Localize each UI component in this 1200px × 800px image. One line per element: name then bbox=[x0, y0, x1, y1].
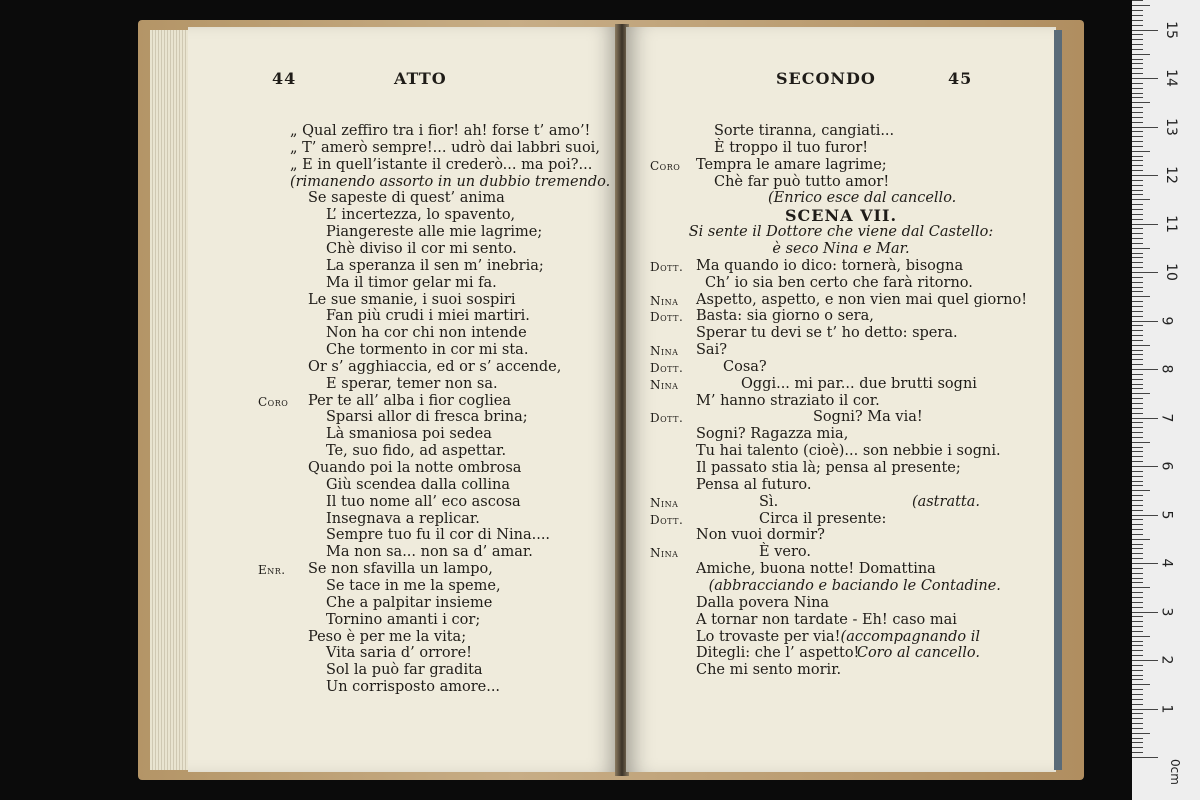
ruler-unit: 0cm bbox=[1167, 759, 1182, 785]
verse-line: Che mi sento morir. bbox=[696, 662, 842, 679]
ruler-tick bbox=[1132, 180, 1143, 181]
ruler-tick bbox=[1132, 505, 1143, 506]
ruler-tick bbox=[1132, 432, 1143, 433]
ruler-tick bbox=[1132, 364, 1143, 365]
ruler-tick bbox=[1132, 243, 1143, 244]
ruler-tick bbox=[1132, 233, 1143, 234]
ruler-tick bbox=[1132, 578, 1143, 579]
ruler-tick bbox=[1132, 757, 1158, 758]
verse-line: Sai? bbox=[696, 342, 727, 359]
speaker-label: Coro bbox=[650, 158, 681, 173]
stage-direction: (accompagnando il bbox=[840, 628, 980, 645]
verse-line: Sparsi allor di fresca brina; bbox=[326, 409, 528, 426]
ruler-tick bbox=[1132, 44, 1143, 45]
ruler-number: 5 bbox=[1158, 510, 1175, 519]
verse-line: Sogni? Ma via! bbox=[813, 409, 923, 426]
ruler-tick bbox=[1132, 456, 1143, 457]
ruler-tick bbox=[1132, 384, 1143, 385]
ruler-tick bbox=[1132, 752, 1143, 753]
ruler-tick bbox=[1132, 665, 1143, 666]
verse-line: Lo trovaste per via! bbox=[696, 628, 841, 645]
ruler-tick bbox=[1132, 476, 1143, 477]
ruler-tick bbox=[1132, 544, 1143, 545]
verse-line: Se non sfavilla un lampo, bbox=[308, 561, 493, 578]
ruler-tick bbox=[1132, 282, 1143, 283]
verse-line: È troppo il tuo furor! bbox=[714, 139, 869, 156]
verse-line: Sorte tiranna, cangiati... bbox=[714, 123, 895, 139]
ruler-tick bbox=[1132, 262, 1143, 263]
measuring-ruler bbox=[1132, 0, 1200, 800]
ruler-tick bbox=[1132, 131, 1143, 132]
ruler-tick bbox=[1132, 563, 1158, 564]
verse-line: Non ha cor chi non intende bbox=[326, 325, 527, 342]
ruler-tick bbox=[1132, 548, 1143, 549]
ruler-tick bbox=[1132, 321, 1158, 322]
ruler-tick bbox=[1132, 68, 1143, 69]
speaker-label: Nina bbox=[650, 293, 679, 308]
verse-line: (rimanendo assorto in un dubbio tremendo. bbox=[290, 173, 611, 190]
verse-line: Chè far può tutto amor! bbox=[714, 173, 890, 190]
verse-line: Tempra le amare lagrime; bbox=[696, 156, 887, 173]
verse-line: Se sapeste di quest’ anima bbox=[308, 190, 505, 207]
ruler-tick bbox=[1132, 485, 1143, 486]
ruler-tick bbox=[1132, 500, 1143, 501]
ruler-tick bbox=[1132, 20, 1143, 21]
ruler-number: 3 bbox=[1158, 607, 1175, 616]
ruler-tick bbox=[1132, 466, 1158, 467]
ruler-tick bbox=[1132, 602, 1143, 603]
ruler-tick bbox=[1132, 194, 1143, 195]
ruler-tick bbox=[1132, 519, 1143, 520]
stage-direction: Coro al cancello. bbox=[856, 645, 980, 662]
ruler-tick bbox=[1132, 631, 1143, 632]
ruler-number: 4 bbox=[1158, 558, 1175, 568]
verse-line: Te, suo fido, ad aspettar. bbox=[326, 443, 507, 460]
ruler-tick bbox=[1132, 350, 1143, 351]
ruler-tick bbox=[1132, 287, 1143, 288]
verse-line: Circa il presente: bbox=[759, 510, 887, 527]
ruler-number: 9 bbox=[1158, 316, 1175, 325]
ruler-tick bbox=[1132, 418, 1158, 419]
verse-line: La speranza il sen m’ inebria; bbox=[326, 257, 544, 274]
ruler-tick bbox=[1132, 199, 1150, 200]
verse-line: Chè diviso il cor mi sento. bbox=[326, 240, 517, 257]
verse-line: „ Qual zeffiro tra i fior! ah! forse t’ amo’! bbox=[290, 123, 591, 139]
verse-line: SCENA VII. bbox=[784, 206, 898, 226]
ruler-tick bbox=[1132, 534, 1143, 535]
ruler-tick bbox=[1132, 117, 1143, 118]
speaker-label: Dott. bbox=[650, 259, 684, 274]
ruler-number: 8 bbox=[1158, 364, 1175, 374]
ruler-number: 2 bbox=[1158, 655, 1175, 665]
ruler-tick bbox=[1132, 660, 1158, 661]
verse-line: Che a palpitar insieme bbox=[326, 594, 493, 611]
speaker-label: Nina bbox=[650, 495, 679, 510]
ruler-tick bbox=[1132, 709, 1158, 710]
verse-line: Piangereste alle mie lagrime; bbox=[326, 224, 543, 241]
verse-line: Cosa? bbox=[723, 358, 767, 375]
ruler-tick bbox=[1132, 718, 1143, 719]
ruler-tick bbox=[1132, 442, 1150, 443]
verse-line: Ma quando io dico: tornerà, bisogna bbox=[696, 257, 964, 274]
ruler-tick bbox=[1132, 219, 1143, 220]
ruler-number: 12 bbox=[1162, 166, 1179, 184]
verse-line: È vero. bbox=[759, 544, 811, 561]
verse-line: Giù scendea dalla collina bbox=[326, 476, 510, 493]
ruler-tick bbox=[1132, 301, 1143, 302]
ruler-tick bbox=[1132, 481, 1143, 482]
ruler-number: 14 bbox=[1162, 69, 1179, 87]
verse-line: „ E in quell’istante il crederò... ma poi?... bbox=[290, 156, 593, 173]
ruler-tick bbox=[1132, 626, 1143, 627]
ruler-tick bbox=[1132, 10, 1143, 11]
ruler-number: 13 bbox=[1162, 117, 1179, 136]
speaker-label: Nina bbox=[650, 344, 679, 359]
verse-line: Dalla povera Nina bbox=[696, 594, 830, 611]
verse-line: Ch’ io sia ben certo che farà ritorno. bbox=[705, 274, 973, 291]
ruler-tick bbox=[1132, 39, 1143, 40]
ruler-tick bbox=[1132, 670, 1143, 671]
ruler-tick bbox=[1132, 553, 1143, 554]
ruler-tick bbox=[1132, 422, 1143, 423]
ruler-tick bbox=[1132, 253, 1143, 254]
verse-line: Insegnava a replicar. bbox=[326, 510, 480, 527]
ruler-tick bbox=[1132, 369, 1158, 370]
ruler-tick bbox=[1132, 93, 1143, 94]
verse-line: (Enrico esce dal cancello. bbox=[768, 190, 957, 207]
ruler-tick bbox=[1132, 102, 1150, 103]
ruler-tick bbox=[1132, 558, 1143, 559]
ruler-tick bbox=[1132, 0, 1143, 1]
page-number: 44 bbox=[272, 69, 297, 88]
ruler-tick bbox=[1132, 175, 1158, 176]
ruler-tick bbox=[1132, 529, 1143, 530]
stage-direction: (astratta. bbox=[911, 493, 980, 510]
ruler-tick bbox=[1132, 359, 1143, 360]
ruler-tick bbox=[1132, 73, 1143, 74]
ruler-tick bbox=[1132, 15, 1143, 16]
ruler-tick bbox=[1132, 413, 1143, 414]
ruler-tick bbox=[1132, 388, 1143, 389]
speaker-label: Nina bbox=[650, 546, 679, 561]
ruler-tick bbox=[1132, 587, 1150, 588]
ruler-tick bbox=[1132, 325, 1143, 326]
verse-line: Le sue smanie, i suoi sospiri bbox=[308, 291, 516, 308]
ruler-number: 7 bbox=[1158, 413, 1175, 422]
ruler-tick bbox=[1132, 277, 1143, 278]
ruler-tick bbox=[1132, 311, 1143, 312]
ruler-tick bbox=[1132, 621, 1143, 622]
verse-line: Non vuoi dormir? bbox=[696, 527, 825, 544]
ruler-tick bbox=[1132, 267, 1143, 268]
speaker-label: Dott. bbox=[650, 411, 684, 426]
verse-line: Il tuo nome all’ eco ascosa bbox=[326, 493, 521, 510]
ruler-tick bbox=[1132, 515, 1158, 516]
ruler-number: 6 bbox=[1158, 461, 1175, 471]
ruler-tick bbox=[1132, 59, 1143, 60]
ruler-tick bbox=[1132, 112, 1143, 113]
speaker-label: Dott. bbox=[650, 310, 684, 325]
verse-line: è seco Nina e Mar. bbox=[772, 240, 910, 257]
ruler-tick bbox=[1132, 568, 1143, 569]
ruler-tick bbox=[1132, 641, 1143, 642]
ruler-tick bbox=[1132, 408, 1143, 409]
ruler-tick bbox=[1132, 316, 1143, 317]
ruler-tick bbox=[1132, 524, 1143, 525]
ruler-tick bbox=[1132, 728, 1143, 729]
ruler-tick bbox=[1132, 592, 1143, 593]
ruler-tick bbox=[1132, 582, 1143, 583]
ruler-tick bbox=[1132, 616, 1143, 617]
page-edges bbox=[150, 30, 190, 770]
ruler-tick bbox=[1132, 330, 1143, 331]
verse-line: Peso è per me la vita; bbox=[308, 628, 467, 645]
ruler-tick bbox=[1132, 122, 1143, 123]
ruler-tick bbox=[1132, 141, 1143, 142]
verse-line: Un corrisposto amore... bbox=[326, 679, 501, 696]
verse-line: „ T’ amerò sempre!... udrò dai labbri suoi, bbox=[290, 139, 600, 156]
ruler-tick bbox=[1132, 190, 1143, 191]
ruler-tick bbox=[1132, 461, 1143, 462]
ruler-tick bbox=[1132, 723, 1143, 724]
verse-line: Se tace in me la speme, bbox=[326, 577, 501, 594]
speaker-label: Dott. bbox=[650, 512, 684, 527]
verse-line: Vita saria d’ orrore! bbox=[326, 645, 473, 662]
verse-line: Ma non sa... non sa d’ amar. bbox=[326, 544, 533, 561]
ruler-tick bbox=[1132, 354, 1143, 355]
ruler-tick bbox=[1132, 471, 1143, 472]
verse-line: (abbracciando e baciando le Contadine. bbox=[708, 577, 1001, 594]
ruler-tick bbox=[1132, 340, 1143, 341]
ruler-tick bbox=[1132, 742, 1143, 743]
ruler-tick bbox=[1132, 185, 1143, 186]
verse-line: Che tormento in cor mi sta. bbox=[326, 342, 529, 359]
left-page bbox=[188, 27, 618, 772]
verse-line: Quando poi la notte ombrosa bbox=[308, 460, 522, 476]
verse-line: Sogni? Ragazza mia, bbox=[696, 426, 849, 443]
verse-line: Basta: sia giorno o sera, bbox=[696, 308, 874, 325]
ruler-tick bbox=[1132, 214, 1143, 215]
ruler-tick bbox=[1132, 296, 1150, 297]
ruler-tick bbox=[1132, 675, 1143, 676]
ruler-tick bbox=[1132, 228, 1143, 229]
ruler-tick bbox=[1132, 694, 1143, 695]
ruler-tick bbox=[1132, 165, 1143, 166]
ruler-tick bbox=[1132, 306, 1143, 307]
verse-line: Aspetto, aspetto, e non vien mai quel giorno! bbox=[696, 291, 1028, 308]
verse-line: L’ incertezza, lo spavento, bbox=[326, 207, 516, 224]
ruler-tick bbox=[1132, 689, 1143, 690]
ruler-tick bbox=[1132, 597, 1143, 598]
verse-line: Sì. bbox=[759, 493, 779, 510]
ruler-tick bbox=[1132, 490, 1150, 491]
ruler-tick bbox=[1132, 160, 1143, 161]
page-number: 45 bbox=[948, 69, 973, 88]
book-edge bbox=[1054, 30, 1062, 770]
ruler-tick bbox=[1132, 451, 1143, 452]
ruler-tick bbox=[1132, 78, 1158, 79]
ruler-tick bbox=[1132, 393, 1150, 394]
ruler-tick bbox=[1132, 645, 1143, 646]
ruler-tick bbox=[1132, 107, 1143, 108]
ruler-number: 10 bbox=[1162, 263, 1179, 281]
ruler-tick bbox=[1132, 25, 1143, 26]
verse-line: Là smaniosa poi sedea bbox=[326, 426, 492, 443]
ruler-tick bbox=[1132, 684, 1150, 685]
ruler-tick bbox=[1132, 607, 1143, 608]
ruler-tick bbox=[1132, 209, 1143, 210]
ruler-tick bbox=[1132, 738, 1143, 739]
verse-line: Sempre tuo fu il cor di Nina.... bbox=[326, 527, 551, 544]
verse-line: Or s’ agghiaccia, ed or s’ accende, bbox=[308, 358, 562, 375]
right-page bbox=[626, 27, 1056, 772]
ruler-tick bbox=[1132, 374, 1143, 375]
ruler-tick bbox=[1132, 495, 1143, 496]
ruler-tick bbox=[1132, 713, 1143, 714]
verse-line: Pensa al futuro. bbox=[696, 476, 812, 493]
verse-line: Sol la può far gradita bbox=[326, 662, 483, 679]
ruler-tick bbox=[1132, 97, 1143, 98]
verse-line: Fan più crudi i miei martiri. bbox=[326, 308, 530, 325]
ruler-tick bbox=[1132, 655, 1143, 656]
ruler-tick bbox=[1132, 151, 1150, 152]
running-head: SECONDO bbox=[776, 69, 876, 88]
ruler-tick bbox=[1132, 539, 1150, 540]
ruler-tick bbox=[1132, 379, 1143, 380]
verse-line: Ma il timor gelar mi fa. bbox=[326, 274, 497, 291]
ruler-tick bbox=[1132, 345, 1150, 346]
verse-line: Per te all’ alba i fior cogliea bbox=[308, 392, 512, 409]
verse-line: A tornar non tardate - Eh! caso mai bbox=[696, 611, 957, 628]
ruler-tick bbox=[1132, 733, 1150, 734]
ruler-tick bbox=[1132, 34, 1143, 35]
ruler-tick bbox=[1132, 54, 1150, 55]
ruler-tick bbox=[1132, 248, 1150, 249]
speaker-label: Dott. bbox=[650, 360, 684, 375]
ruler-tick bbox=[1132, 156, 1143, 157]
ruler-tick bbox=[1132, 204, 1143, 205]
ruler-tick bbox=[1132, 699, 1143, 700]
speaker-label: Coro bbox=[258, 394, 289, 409]
ruler-tick bbox=[1132, 136, 1143, 137]
verse-line: Il passato stia là; pensa al presente; bbox=[696, 460, 961, 476]
ruler-tick bbox=[1132, 447, 1143, 448]
ruler-tick bbox=[1132, 272, 1158, 273]
ruler-tick bbox=[1132, 63, 1143, 64]
ruler-tick bbox=[1132, 747, 1143, 748]
ruler-tick bbox=[1132, 146, 1143, 147]
verse-line: Tornino amanti i cor; bbox=[326, 611, 481, 628]
verse-line: M’ hanno straziato il cor. bbox=[696, 392, 880, 409]
verse-line: Tu hai talento (cioè)... son nebbie i sogni. bbox=[696, 443, 1001, 460]
ruler-number: 1 bbox=[1158, 704, 1175, 713]
ruler-tick bbox=[1132, 679, 1143, 680]
ruler-tick bbox=[1132, 257, 1143, 258]
verse-line: Ditegli: che l’ aspetto! bbox=[696, 645, 860, 662]
ruler-tick bbox=[1132, 704, 1143, 705]
ruler-tick bbox=[1132, 224, 1158, 225]
ruler-tick bbox=[1132, 612, 1158, 613]
verse-line: Oggi... mi par... due brutti sogni bbox=[741, 375, 977, 392]
ruler-tick bbox=[1132, 335, 1143, 336]
ruler-tick bbox=[1132, 170, 1143, 171]
ruler-tick bbox=[1132, 291, 1143, 292]
ruler-tick bbox=[1132, 437, 1143, 438]
verse-line: Sperar tu devi se t’ ho detto: spera. bbox=[696, 325, 958, 342]
ruler-tick bbox=[1132, 127, 1158, 128]
ruler-tick bbox=[1132, 427, 1143, 428]
ruler-tick bbox=[1132, 88, 1143, 89]
ruler-number: 15 bbox=[1162, 20, 1179, 39]
running-head: ATTO bbox=[394, 69, 447, 88]
ruler-tick bbox=[1132, 49, 1143, 50]
ruler-tick bbox=[1132, 636, 1150, 637]
ruler-tick bbox=[1132, 510, 1143, 511]
ruler-tick bbox=[1132, 238, 1143, 239]
ruler-tick bbox=[1132, 650, 1143, 651]
ruler-tick bbox=[1132, 5, 1150, 6]
ruler-tick bbox=[1132, 83, 1143, 84]
ruler-number: 11 bbox=[1162, 214, 1179, 233]
ruler-tick bbox=[1132, 403, 1143, 404]
ruler-tick bbox=[1132, 573, 1143, 574]
ruler-tick bbox=[1132, 30, 1158, 31]
verse-line: Si sente il Dottore che viene dal Castello: bbox=[688, 224, 994, 241]
speaker-label: Enr. bbox=[258, 563, 286, 578]
speaker-label: Nina bbox=[650, 377, 679, 392]
verse-line: Amiche, buona notte! Domattina bbox=[696, 561, 936, 578]
ruler-tick bbox=[1132, 398, 1143, 399]
verse-line: E sperar, temer non sa. bbox=[326, 375, 498, 392]
